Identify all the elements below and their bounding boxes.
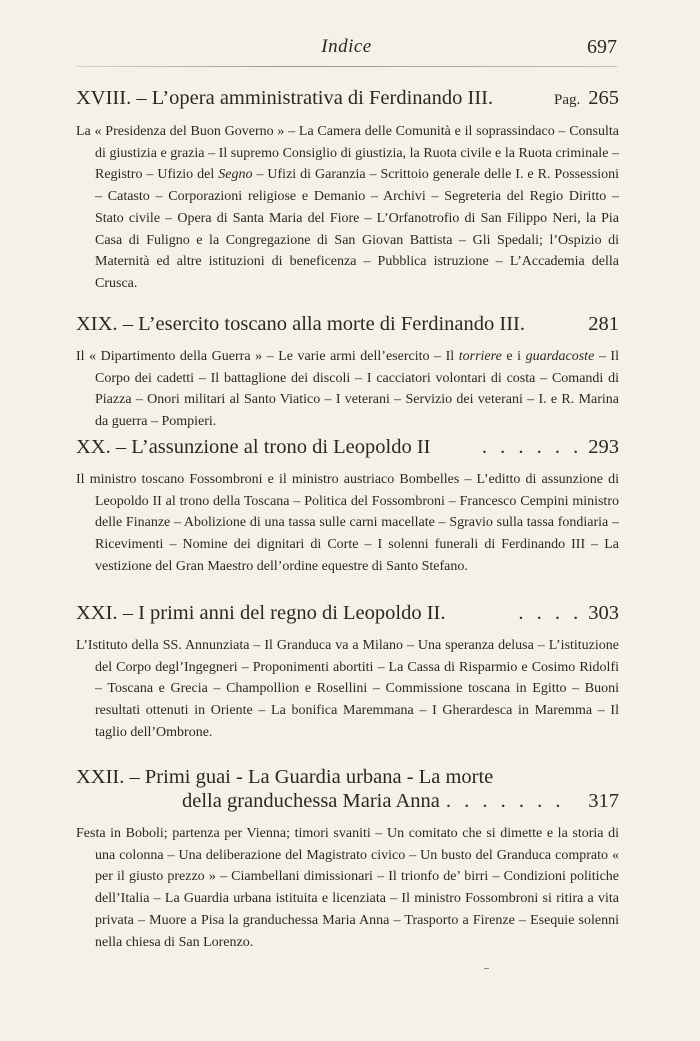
dot-leader: . . . . bbox=[518, 602, 583, 624]
chapter-xix bbox=[76, 312, 619, 433]
chapter-page: 265 bbox=[588, 87, 619, 109]
chapter-title: XXII. – Primi guai - La Guardia urbana - La morte bbox=[76, 766, 494, 788]
chapter-summary: Il ministro toscano Fossombroni e il ministro austriaco Bombelles – L’editto di assunzione di Leopoldo II al trono della Toscana – Politica del Fossombroni – Francesco Cempini ministro delle Finanze – Abolizione di una tassa sulle carni macellate – Sgravio sulla tassa fondiaria – Ricevimenti – Nomine dei dignitari di Corte – I solenni funerali di Ferdinando III – La vestizione del Gran Maestro dell’ordine equestre di Santo Stefano. bbox=[76, 472, 619, 574]
chapter-numeral: XXII. bbox=[76, 766, 125, 788]
chapter-numeral: XVIII. bbox=[76, 87, 132, 109]
chapter-page: 303 bbox=[588, 602, 619, 624]
page-number: 697 bbox=[587, 36, 617, 58]
chapter-name: L’esercito toscano alla morte di Ferdinando III. bbox=[138, 313, 525, 335]
chapter-xviii bbox=[76, 86, 619, 295]
header-rule bbox=[76, 66, 617, 67]
chapter-title: XIX. – L’esercito toscano alla morte di Ferdinando III. 281 bbox=[76, 313, 619, 335]
chapter-page: 293 bbox=[588, 436, 619, 458]
chapter-name-line2: della granduchessa Maria Anna bbox=[182, 790, 440, 812]
dot-leader: . . . . . . . bbox=[445, 790, 565, 812]
chapter-name: L’opera amministrativa di Ferdinando III. bbox=[151, 87, 494, 109]
chapter-title: XX. – L’assunzione al trono di Leopoldo II . . . . . . 293 bbox=[76, 436, 619, 458]
italic-term: torriere bbox=[458, 349, 502, 364]
chapter-summary: Festa in Boboli; partenza per Vienna; timori svaniti – Un comitato che si dimette e la storia di una colonna – Una deliberazione del Magistrato civico – Un busto del Granduca comprato « per il giusto prezzo » – Ciambellani dimissionari – Il trionfo de’ birri – Condizioni politiche dell’Italia – La Guardia urbana istituita e licenziata – Il ministro Fossombroni si ritira a vita privata – Muore a Pisa la granduchessa Maria Anna – Trasporto a Firenze – Esequie solenni nella chiesa di San Lorenzo. bbox=[76, 826, 619, 950]
chapter-page: 281 bbox=[588, 313, 619, 335]
chapter-summary: L’Istituto della SS. Annunziata – Il Granduca va a Milano – Una speranza delusa – L’istituzione del Corpo degl’Ingegneri – Proponimenti abortiti – La Cassa di Risparmio e Cosimo Ridolfi – Toscana e Grecia – Champollion e Rosellini – Commissione toscana in Egitto – Buoni resultati ottenuti in Oriente – La bonifica Maremmana – I Gherardesca in Maremma – Il taglio dell’Ombrone. bbox=[76, 638, 619, 740]
chapter-numeral: XIX. bbox=[76, 313, 118, 335]
chapter-xxii bbox=[76, 765, 619, 953]
italic-term: Segno bbox=[218, 167, 253, 183]
chapter-page: 317 bbox=[588, 790, 619, 812]
chapter-title: XXI. – I primi anni del regno di Leopoldo II. . . . . 303 bbox=[76, 602, 619, 624]
running-head bbox=[76, 34, 617, 62]
chapter-summary: La « Presidenza del Buon Governo » – La Camera delle Comunità e il soprassindaco – Consulta di giustizia e grazia – Il supremo Consiglio di giustizia, la Ruota civile e la Ruota criminale – Registro – Ufizio del Segno – Ufizi di Garanzia – Scrittoio generale delle I. e R. Possessioni – Catasto – Corporazioni religiose e Demanio – Archivi – Segreteria del Regio Diritto – Stato civile – Opera di Santa Maria del Fiore – L’Orfanotrofio di San Filippo Neri, la Pia Casa di Fuligno e la Congregazione di San Giovan Battista – Gli Spedali; l’Ospizio di Maternità ed altre istituzioni di beneficenza – Pubblica istruzione – L’Accademia della Crusca. bbox=[76, 124, 620, 291]
chapter-summary: Il « Dipartimento della Guerra » – Le varie armi dell’esercito – Il torriere e i guardacoste – Il Corpo dei cadetti – Il battaglione dei discoli – I cacciatori volontari di costa – Comandi di Piazza – Onori militari al Santo Viatico – I veterani – Servizio dei veterani – I. e R. Marina da guerra – Pompieri. bbox=[76, 349, 619, 430]
chapter-xx bbox=[76, 435, 619, 578]
page-label: Pag. bbox=[554, 92, 581, 108]
chapter-title-continuation bbox=[76, 789, 619, 813]
chapter-name-line1: Primi guai - La Guardia urbana - La morte bbox=[144, 766, 494, 788]
chapter-name: I primi anni del regno di Leopoldo II. bbox=[138, 602, 446, 624]
chapter-numeral: XXI. bbox=[76, 602, 118, 624]
running-title: Indice bbox=[321, 36, 372, 57]
chapter-name: L’assunzione al trono di Leopoldo II bbox=[131, 436, 431, 458]
dot-leader: . . . . . . bbox=[481, 436, 583, 458]
chapter-title: XVIII. – L’opera amministrativa di Ferdinando III. Pag. 265 bbox=[76, 86, 619, 112]
italic-term: guardacoste bbox=[525, 349, 595, 364]
chapter-xxi bbox=[76, 601, 619, 744]
chapter-numeral: XX. bbox=[76, 436, 111, 458]
footer-mark bbox=[484, 968, 489, 969]
